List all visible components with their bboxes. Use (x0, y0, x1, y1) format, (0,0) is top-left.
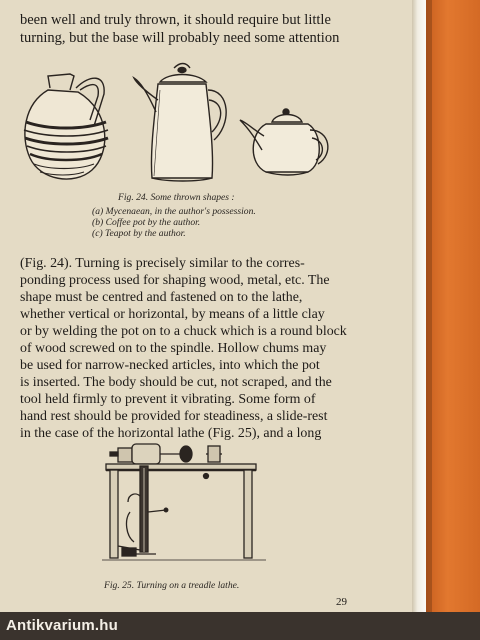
figure-24-caption: Fig. 24. Some thrown shapes : (118, 192, 235, 203)
mycenaean-jug-drawing (24, 74, 108, 179)
body-text-line: (Fig. 24). Turning is precisely similar to the corres- (20, 256, 305, 271)
figure-24-item: (a) Mycenaean, in the author's possession. (92, 206, 256, 217)
treadle-lathe-drawing (102, 444, 266, 560)
cover-shadow (426, 0, 432, 640)
text-line: turning, but the base will probably need some attention (20, 30, 340, 46)
body-text-line: ponding process used for shaping wood, metal, etc. The (20, 273, 330, 288)
watermark-logo: Antikvarium.hu (6, 617, 118, 634)
body-text-line: be used for narrow-necked articles, into which the pot (20, 358, 320, 373)
body-text-line: of wood screwed on to the spindle. Hollow chums may (20, 341, 327, 356)
figure-25-caption: Fig. 25. Turning on a treadle lathe. (104, 580, 240, 591)
figure-24-item: (b) Coffee pot by the author. (92, 217, 201, 228)
figure-24-item: (c) Teapot by the author. (92, 228, 186, 239)
page-number: 29 (336, 596, 347, 608)
body-text-line: tool held firmly to prevent it vibrating. Some form of (20, 392, 316, 407)
body-text-line: is inserted. The body should be cut, not scraped, and the (20, 375, 332, 390)
page-edge (412, 0, 426, 640)
body-text-line: or by welding the pot on to a chuck which is a round block (20, 324, 347, 339)
book-cover-edge (426, 0, 480, 640)
body-text-line: whether vertical or horizontal, by means of a little clay (20, 307, 325, 322)
body-text-line: hand rest should be provided for steadiness, a slide-rest (20, 409, 328, 424)
figure-24-illustration (18, 60, 378, 195)
body-text-line: in the case of the horizontal lathe (Fig. 25), and a long (20, 426, 322, 441)
body-text-line: shape must be centred and fastened on to the lathe, (20, 290, 303, 305)
teapot-drawing (240, 109, 328, 175)
figure-25-illustration (96, 442, 276, 574)
text-line: been well and truly thrown, it should require but little (20, 12, 331, 28)
coffee-pot-drawing (134, 64, 226, 182)
